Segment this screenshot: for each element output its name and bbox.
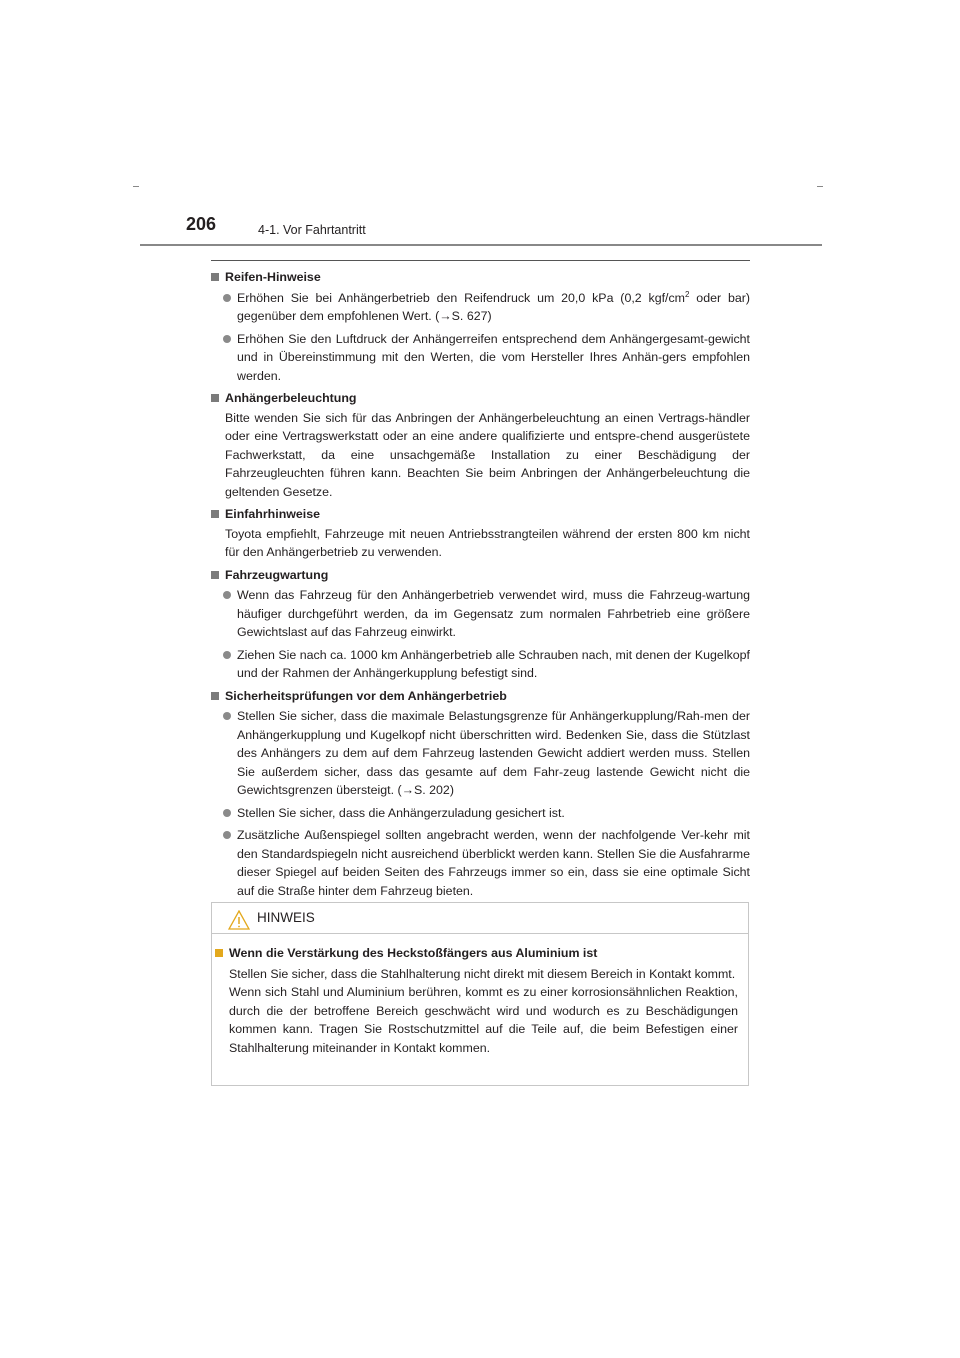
notice-heading: Wenn die Verstärkung des Heckstoßfängers aus Aluminium ist (215, 944, 738, 963)
section-heading: Anhängerbeleuchtung (211, 389, 750, 408)
notice-box (211, 902, 749, 1086)
round-bullet-icon (223, 651, 231, 659)
section-heading: Einfahrhinweise (211, 505, 750, 524)
list-item: Erhöhen Sie bei Anhängerbetrieb den Reifendruck um 20,0 kPa (0,2 kgf/$cm^2$ oder bar) gegenüber dem empfohlenen Wert. (→S. 627) (223, 289, 750, 326)
section-heading: Fahrzeugwartung (211, 566, 750, 585)
notice-header (212, 903, 748, 934)
main-content (211, 268, 750, 904)
notice-paragraph: Wenn sich Stahl und Aluminium berühren, kommt es zu einer korrosionsähnlichen Reaktion, durch die der betroffene Bereich geschwächt wird und wodurch es zu Beschädigungen kommen kann. Tragen Sie Rostschutzmittel auf die Teile auf, die beim Befestigen einer Stahlhalterung miteinander in Kontakt kommen. (229, 985, 738, 1055)
list-item: Ziehen Sie nach ca. 1000 km Anhängerbetrieb alle Schrauben nach, mit denen der Kugelkopf und der Rahmen der Anhängerkupplung befestigt sind. (223, 646, 750, 683)
square-bullet-icon (211, 394, 219, 402)
round-bullet-icon (223, 712, 231, 720)
page-number: 206 (186, 214, 217, 234)
notice-body (212, 934, 748, 1057)
round-bullet-icon (223, 335, 231, 343)
section-heading: Reifen-Hinweise (211, 268, 750, 287)
section-paragraph: Toyota empfiehlt, Fahrzeuge mit neuen Antriebsstrangteilen während der ersten 800 km nicht für den Anhängerbetrieb zu verwenden. (225, 526, 750, 559)
list-item: Zusätzliche Außenspiegel sollten angebracht werden, wenn der nachfolgende Ver-kehr mit den Standardspiegeln nicht ausreichend überblickt werden kann. Stellen Sie die Ausfahrarme dieser Spiegel auf beiden Seiten des Fahrzeugs immer so ein, dass sie eine optimale Sicht auf die Straße hinter dem Fahrzeug bieten. (223, 826, 750, 900)
section-paragraph: Bitte wenden Sie sich für das Anbringen der Anhängerbeleuchtung an einen Vertrags-händler oder eine Vertragswerkstatt oder an eine andere qualifizierte und entspre-chend ausgerüstete Fachwerkstatt, da eine unsachgemäße Installation zu einer Beschädigung der Fahrzeugleuchten führen kann. Beachten Sie beim Anbringen der Anhängerbeleuchtung die geltenden Gesetze. (225, 410, 750, 499)
chapter-title: 4-1. Vor Fahrtantritt (258, 223, 366, 237)
round-bullet-icon (223, 591, 231, 599)
section-rule (211, 260, 750, 261)
header-rule (140, 244, 822, 246)
round-bullet-icon (223, 294, 231, 302)
section-heading: Sicherheitsprüfungen vor dem Anhängerbetrieb (211, 687, 750, 706)
warning-triangle-icon (228, 910, 250, 930)
square-bullet-icon (211, 571, 219, 579)
list-item: Stellen Sie sicher, dass die maximale Belastungsgrenze für Anhängerkupplung/Rah-men der Anhängerkupplung und Kugelkopf nicht überschritten wird. Bedenken Sie, dass die Stützlast des Anhängers zu dem auf dem Fahrzeug lastenden Gewicht addiert werden muss. Stellen Sie außerdem sicher, dass das gesamte auf dem Fahr-zeug lastende Gewicht nicht die Gewichtsgrenzen übersteigt. (→S. 202) (223, 707, 750, 800)
notice-paragraph: Stellen Sie sicher, dass die Stahlhalterung nicht direkt mit diesem Bereich in Kontakt kommt. (229, 966, 736, 981)
square-bullet-icon (211, 273, 219, 281)
square-bullet-icon (211, 510, 219, 518)
square-bullet-icon (215, 949, 223, 957)
crop-mark-left (133, 186, 139, 187)
round-bullet-icon (223, 831, 231, 839)
crop-mark-right (817, 186, 823, 187)
list-item: Stellen Sie sicher, dass die Anhängerzuladung gesichert ist. (223, 804, 750, 823)
list-item: Erhöhen Sie den Luftdruck der Anhängerreifen entsprechend dem Anhängergesamt-gewicht und in Übereinstimmung mit den Werten, die vom Hersteller Ihres Anhän-gers empfohlen werden. (223, 330, 750, 386)
square-bullet-icon (211, 692, 219, 700)
list-item: Wenn das Fahrzeug für den Anhängerbetrieb verwendet wird, muss die Fahrzeug-wartung häufiger durchgeführt werden, da im Gegensatz zum normalen Fahrbetrieb eine größere Gewichtslast auf das Fahrzeug einwirkt. (223, 586, 750, 642)
round-bullet-icon (223, 809, 231, 817)
notice-label: HINWEIS (257, 910, 315, 925)
